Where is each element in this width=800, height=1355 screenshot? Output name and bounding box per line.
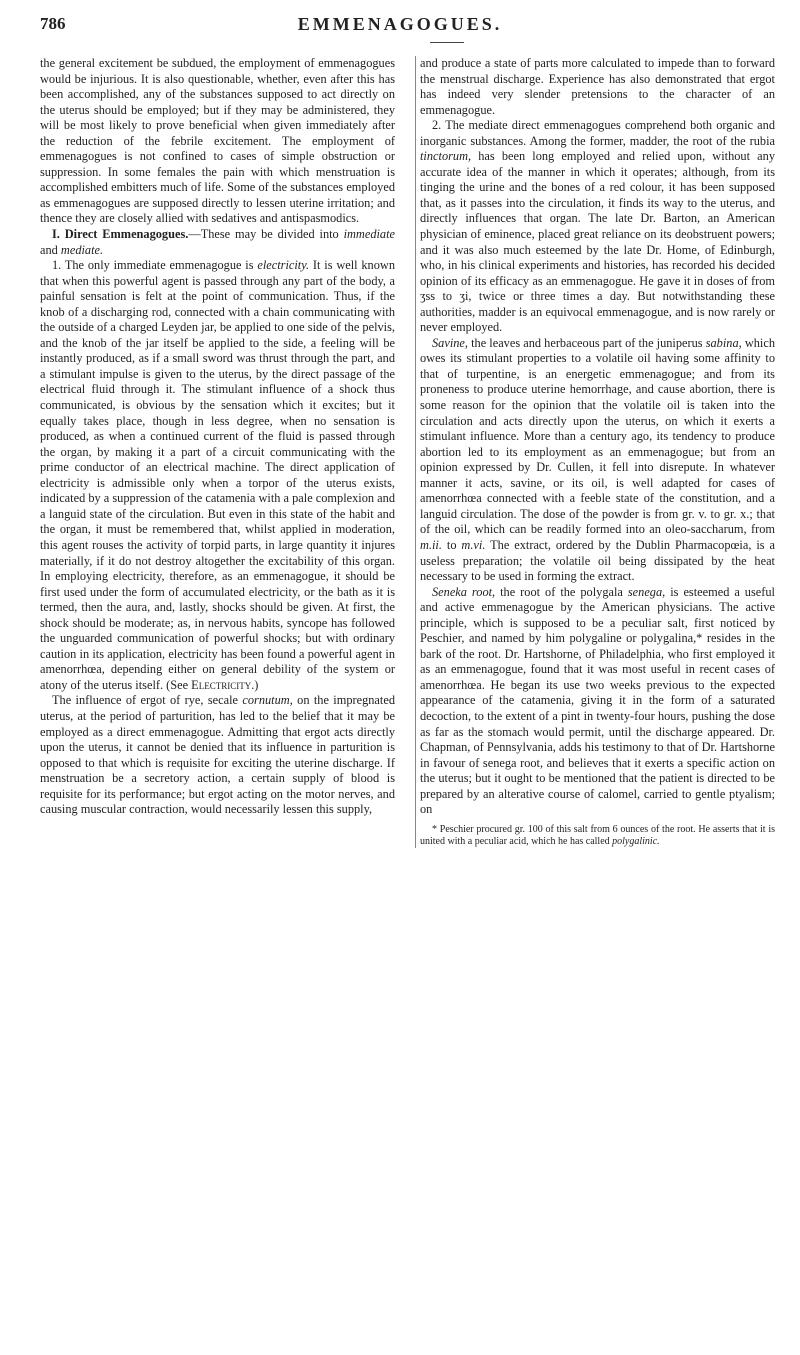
emphasis: tinctorum, — [420, 149, 472, 164]
paragraph-text: and produce a state of parts more calculated to impede than to forward the menstrual discharge. Experience has also demonstrated that ergot has indeed very slender pretensions to the character of an emmenagogue. — [420, 56, 775, 117]
right-column — [415, 56, 775, 848]
footnote — [420, 824, 775, 848]
paragraph-text: is esteemed a useful and active emmenagogue by the American physicians. The active principle, which is supposed to be a peculiar salt, first noticed by Peschier, and named by him polygaline or polygalina,* resides in the bark of the root. Dr. Hartshorne, of Philadelphia, who first employed it as an emmenagogue, found that it was most useful in recent cases of amenorrhœa. He began its use two weeks previous to the expected appearance of the catamenia, giving it in the form of a saturated decoction, to the extent of a pint in twenty-four hours, pushing the dose as far as the stomach would permit, until the discharge appeared. Dr. Chapman, of Pennsylvania, adds his testimony to that of Dr. Hartshorne in favour of senega root, and believes that it exerts a specific action on the uterus; but it ought to be mentioned that the patient is directed to be prepared by an alterative course of calomel, carried to gentle ptyalism; on — [420, 584, 775, 817]
paragraph-text: 2. The mediate direct emmenagogues comprehend both organic and inorganic substances. Among the former, madder, the root of the rubia — [420, 118, 775, 148]
emphasis: Savine, — [432, 335, 468, 350]
emphasis: m.ii. — [420, 537, 442, 552]
paragraph — [420, 336, 775, 585]
paragraph-text: the root of the polygala — [495, 584, 628, 599]
paragraph — [420, 585, 775, 818]
paragraph-text: .) — [251, 677, 259, 692]
left-column — [40, 56, 395, 818]
paragraph — [40, 56, 395, 227]
paragraph-text: on the impregnated uterus, at the period of parturition, has led to the belief that it may be employed as a direct emmenagogue. Admitting that ergot acts directly upon the uterus, it cannot be denied that its influence in parturition is opposed to that which is requisite for exciting the uterine discharge. If menstruation be a secretory action, a certain supply of blood is requisite for its performance; but ergot acting on the motor nerves, and causing muscular contraction, would necessarily lessen this supply, — [40, 693, 395, 817]
paragraph-text: and — [40, 242, 61, 257]
paragraph — [40, 693, 395, 817]
emphasis: polygalinic. — [612, 835, 660, 847]
paragraph-text: 1. The only immediate emmenagogue is — [52, 258, 258, 273]
paragraph-text: the general excitement be subdued, the employment of emmenagogues would be injurious. It is also questionable, whether, even after this has been accomplished, any of the substances supposed to act directly on the uterus should be employed; but if they may be administered, they will be most likely to prove beneficial when given immediately after the reduction of the febrile excitement. The employment of emmenagogues is not confined to cases of simple obstruction or suppression. In some females the pain with which menstruation is accomplished embitters much of life. Some of the substances employed as emmenagogues are supposed directly to lessen uterine irritation; and thence they are closely allied with sedatives and antispasmodics. — [40, 56, 395, 226]
paragraph-text: It is well known that when this powerful agent is passed through any part of the body, a painful sensation is felt at the point of communication. Thus, if the knob of a discharging rod, connected with a chain communicating with the outside of a charged Leyden jar, be applied to one side of the pelvis, and the knob of the jar itself be applied to the side, a feeling will be instantly produced, as if a small sword was thrust through the part, and a stimulant impulse is given to the uterus, by the direct passage of the electrical fluid through it. The stimulant influence of a shock thus communicated, is obvious by the sensation which it excites; but it equally takes place, though in less degree, when no sensation is produced, as when a continued current of the fluid is passed through the organ, by making it a part of a circuit communicating with the prime conductor of an electrical machine. The direct application of electricity is admissible only when a torpor of the uterus exists, indicated by a suppression of the catamenia with a pale complexion and a languid state of the circulation. But even in this state of the habit and the organ, it must be remembered that, whilst applied in moderation, this agent rouses the activity of torpid parts, in large quantity it injures materially, if it do not destroy altogether the excitability of this organ. In employing electricity, therefore, as an emmenagogue, it should be first used under the form of accumulated electricity, or the bath as it is termed, then the aura, and, lastly, shocks should be given. At first, the shock should be moderate; as, in nervous habits, syncope has followed the unguarded communication of powerful shocks; but with ordinary caution in its application, electricity has been found a powerful agent in amenorrhœa, depending either on general debility of the system or atony of the uterus itself. (See — [40, 258, 395, 692]
title-rule — [430, 42, 464, 43]
section-heading-paragraph — [40, 227, 395, 258]
paragraph-text: the leaves and herbaceous part of the juniperus — [468, 335, 706, 350]
section-heading: I. Direct Emmenagogues. — [52, 227, 189, 242]
footnote-text: * Peschier procured gr. 100 of this salt from 6 ounces of the root. He asserts that it is united with a peculiar acid, which he has called — [420, 823, 775, 847]
paragraph-text: —These may be divided into — [188, 227, 344, 242]
paragraph-text: which owes its stimulant properties to a volatile oil having some affinity to that of turpentine, is an energetic emmenagogue; and from its proneness to produce uterine hemorrhage, and cause abortion, there is some reason for the opinion that the volatile oil is taken into the circulation and acts directly upon the uterus, on which it exerts a stimulant influence. More than a century ago, its tendency to produce abortion led to its employment as an emmenagogue; but from an opinion expressed by Dr. Cullen, it fell into disrepute. In whatever manner it acts, savine, or its oil, is well adapted for cases of amenorrhœa connected with a feeble state of the constitution, and a languid circulation. The dose of the powder is from gr. v. to gr. x.; that of the oil, which can be readily formed into an oleo-saccharum, from — [420, 335, 775, 537]
paragraph — [420, 118, 775, 336]
emphasis: electricity. — [257, 258, 310, 273]
emphasis: immediate — [343, 227, 395, 242]
emphasis: cornutum, — [242, 693, 293, 708]
emphasis: senega, — [627, 584, 666, 599]
emphasis: mediate. — [60, 242, 104, 257]
running-title: EMMENAGOGUES. — [297, 14, 503, 34]
paragraph — [40, 258, 395, 693]
page-header — [40, 14, 760, 44]
emphasis: m.vi. — [461, 537, 486, 552]
cross-reference: Electricity — [191, 677, 252, 692]
paragraph-text: The influence of ergot of rye, secale — [52, 693, 243, 708]
paragraph — [420, 56, 775, 118]
paragraph-text: has been long employed and relied upon, without any accurate idea of the manner in which it operates; although, from its tinging the urine and the bones of a red colour, it has been supposed that, as it passes into the circulation, it finds its way to the uterus, and directly influences that organ. The late Dr. Barton, an American physician of eminence, placed great reliance on its deobstruent powers; and it was also much esteemed by the late Dr. Home, of Edinburgh, who, in his clinical experiments and histories, has recorded his decided opinion of its efficacy as an emmenagogue. He gave it in doses of from ʒss to ʒi, twice or three times a day. But notwithstanding these authorities, madder is an equivocal emmenagogue, and is now rarely or never employed. — [420, 149, 775, 335]
emphasis: Seneka root, — [432, 584, 496, 599]
paragraph-text: The extract, ordered by the Dublin Pharmacopœia, is a useless preparation; the volatile oil being dissipated by the heat necessary to be used in forming the extract. — [420, 537, 775, 584]
page-number: 786 — [40, 14, 66, 33]
paragraph-text: to — [441, 537, 462, 552]
emphasis: sabina, — [705, 335, 742, 350]
